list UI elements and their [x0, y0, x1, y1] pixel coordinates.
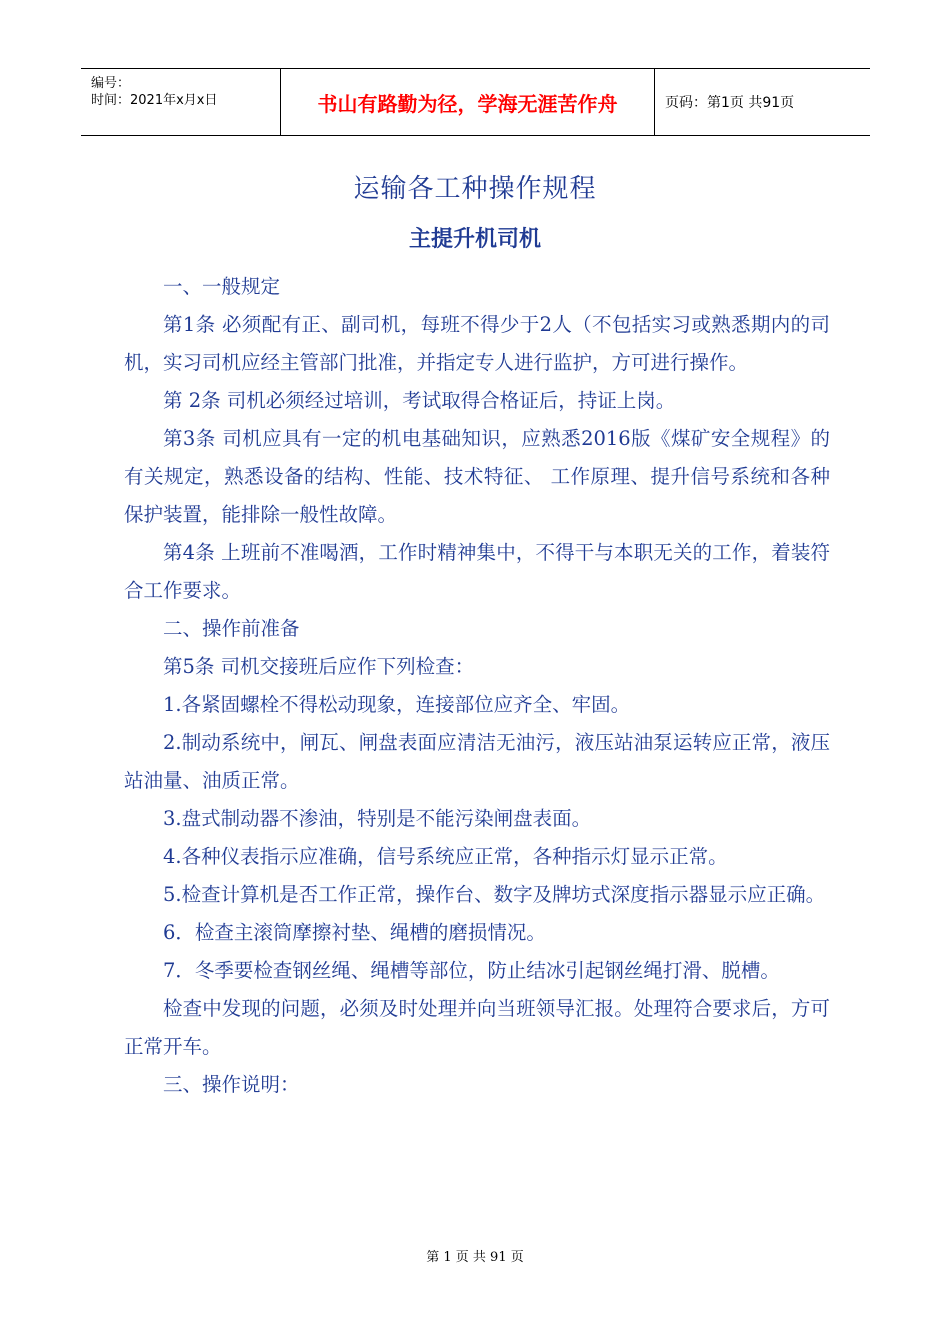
document-body: [124, 268, 830, 1104]
section-heading: 一、一般规定: [163, 275, 281, 298]
time-label: 时间：2021年x月x日: [91, 93, 218, 108]
paragraph: 第4条 上班前不准喝酒，工作时精神集中，不得干与本职无关的工作，着装符合工作要求。: [124, 541, 830, 602]
document-subtitle: 主提升机司机: [408, 227, 541, 252]
list-item: 3.盘式制动器不渗油，特别是不能污染闸盘表面。: [163, 807, 592, 830]
paragraph: 第5条 司机交接班后应作下列检查：: [163, 655, 475, 678]
header-page-info: 页码：第1页 共91页: [665, 95, 795, 111]
paragraph: 检查中发现的问题，必须及时处理并向当班领导汇报。处理符合要求后，方可正常开车。: [124, 997, 830, 1058]
header-table: [81, 68, 870, 136]
page-footer: 第 1 页 共 91 页: [426, 1250, 524, 1265]
header-motto: 书山有路勤为径，学海无涯苦作舟: [281, 69, 655, 135]
paragraph: 第 2条 司机必须经过培训，考试取得合格证后，持证上岗。: [163, 389, 676, 412]
list-item: 4.各种仪表指示应准确，信号系统应正常，各种指示灯显示正常。: [163, 845, 728, 868]
section-heading: 二、操作前准备: [163, 617, 300, 640]
list-item: 5.检查计算机是否工作正常，操作台、数字及牌坊式深度指示器显示应正确。: [163, 883, 826, 906]
paragraph: 第1条 必须配有正、副司机，每班不得少于2人（不包括实习或熟悉期内的司机，实习司机应经主管部门批准，并指定专人进行监护，方可进行操作。: [124, 313, 830, 374]
code-label: 编号：: [91, 76, 131, 91]
section-heading: 三、操作说明：: [163, 1073, 300, 1096]
list-item: 1.各紧固螺栓不得松动现象，连接部位应齐全、牢固。: [163, 693, 631, 716]
list-item: 7．冬季要检查钢丝绳、绳槽等部位，防止结冰引起钢丝绳打滑、脱槽。: [163, 959, 780, 982]
list-item: 6．检查主滚筒摩擦衬垫、绳槽的磨损情况。: [163, 921, 546, 944]
paragraph: 第3条 司机应具有一定的机电基础知识，应熟悉2016版《煤矿安全规程》的有关规定，熟悉设备的结构、性能、技术特征、 工作原理、提升信号系统和各种保护装置，能排除一般性故障。: [124, 427, 830, 526]
document-title: 运输各工种操作规程: [353, 174, 597, 204]
header-meta-cell: [81, 69, 281, 135]
list-item: 2.制动系统中，闸瓦、闸盘表面应清洁无油污，液压站油泵运转应正常，液压站油量、油质正常。: [124, 731, 830, 792]
